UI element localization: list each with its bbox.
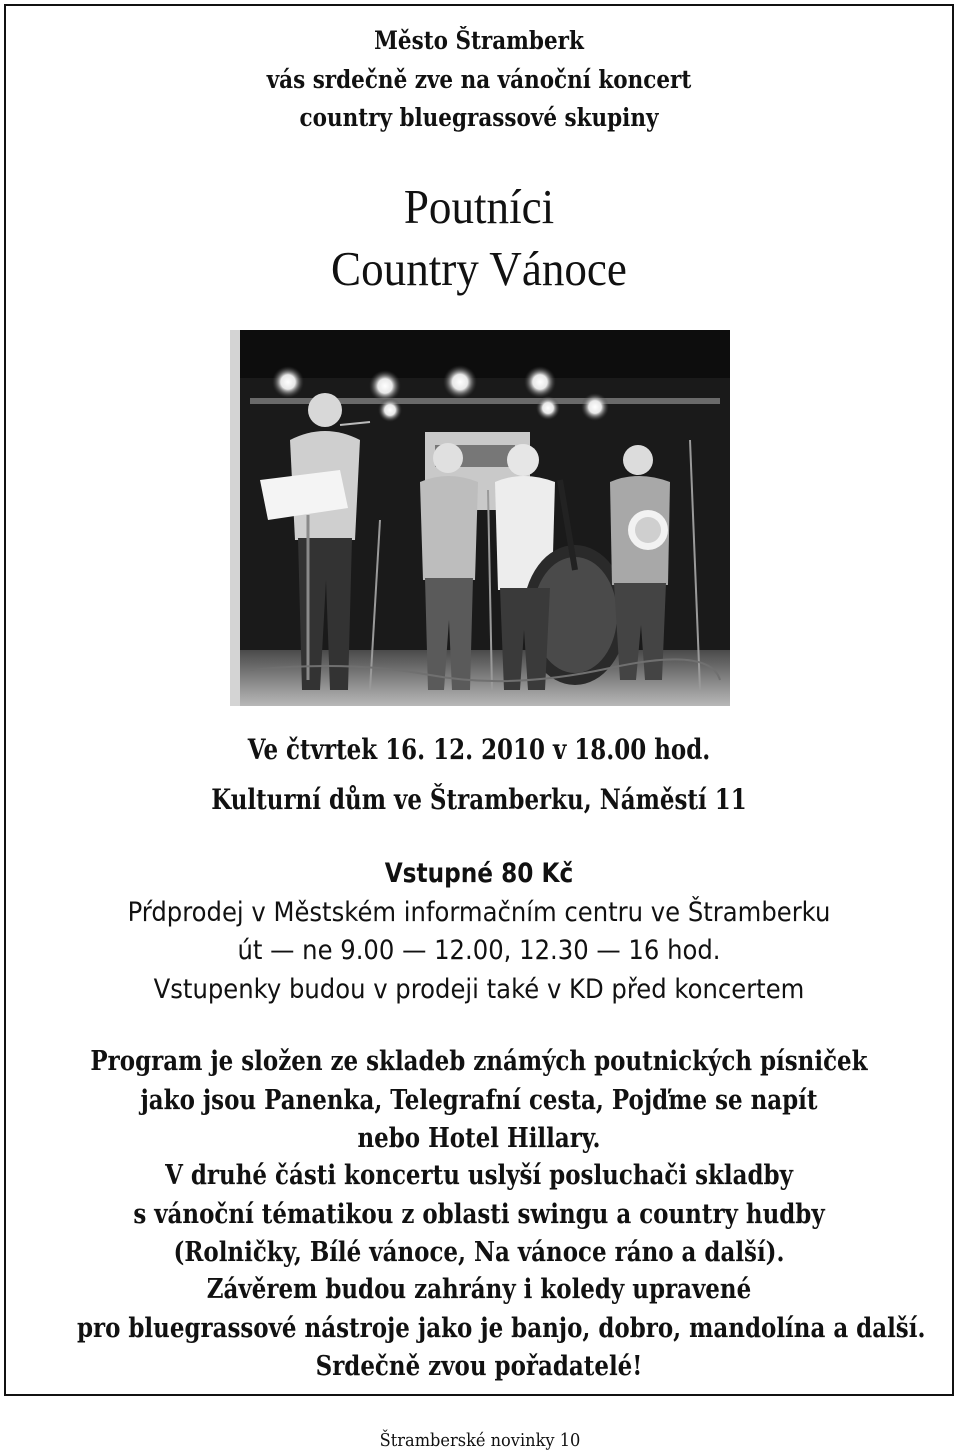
door-sale-info: Vstupenky budou v prodeji také v KD před koncertem bbox=[153, 974, 805, 1005]
newsletter-footer: Štramberské novinky 10 bbox=[379, 1430, 581, 1451]
program-line: nebo Hotel Hillary. bbox=[357, 1123, 601, 1154]
event-venue: Kulturní dům ve Štramberku, Náměstí 11 bbox=[211, 783, 747, 816]
program-line: (Rolničky, Bílé vánoce, Na vánoce ráno a další). bbox=[173, 1237, 785, 1268]
program-line: jako jsou Panenka, Telegrafní cesta, Pojďme se napít bbox=[140, 1085, 818, 1116]
band-on-stage-photo bbox=[230, 330, 730, 706]
invitation-line: vás srdečně zve na vánoční koncert bbox=[266, 65, 692, 94]
program-line: pro bluegrassové nástroje jako je banjo, dobro, mandolína a další. bbox=[76, 1313, 926, 1344]
presale-info: Pŕdprodej v Městském informačním centru ve Štramberku bbox=[127, 897, 831, 928]
ticket-price: Vstupné 80 Kč bbox=[384, 858, 574, 889]
closing-line: Srdečně zvou pořadatelé! bbox=[315, 1351, 643, 1382]
program-line: s vánoční tématikou z oblasti swingu a country hudby bbox=[133, 1199, 825, 1230]
band-genre-line: country bluegrassové skupiny bbox=[299, 103, 659, 132]
event-title: Country Vánoce bbox=[331, 241, 627, 296]
event-datetime: Ve čtvrtek 16. 12. 2010 v 18.00 hod. bbox=[247, 733, 711, 766]
band-name: Poutníci bbox=[403, 179, 555, 234]
program-line: V druhé části koncertu uslyší posluchači skladby bbox=[165, 1160, 793, 1191]
presale-hours: út — ne 9.00 — 12.00, 12.30 — 16 hod. bbox=[237, 935, 721, 966]
program-line: Program je složen ze skladeb známých poutnických písniček bbox=[90, 1046, 868, 1077]
organizer-line: Město Štramberk bbox=[374, 26, 584, 55]
program-line: Závěrem budou zahrány i koledy upravené bbox=[206, 1274, 752, 1305]
